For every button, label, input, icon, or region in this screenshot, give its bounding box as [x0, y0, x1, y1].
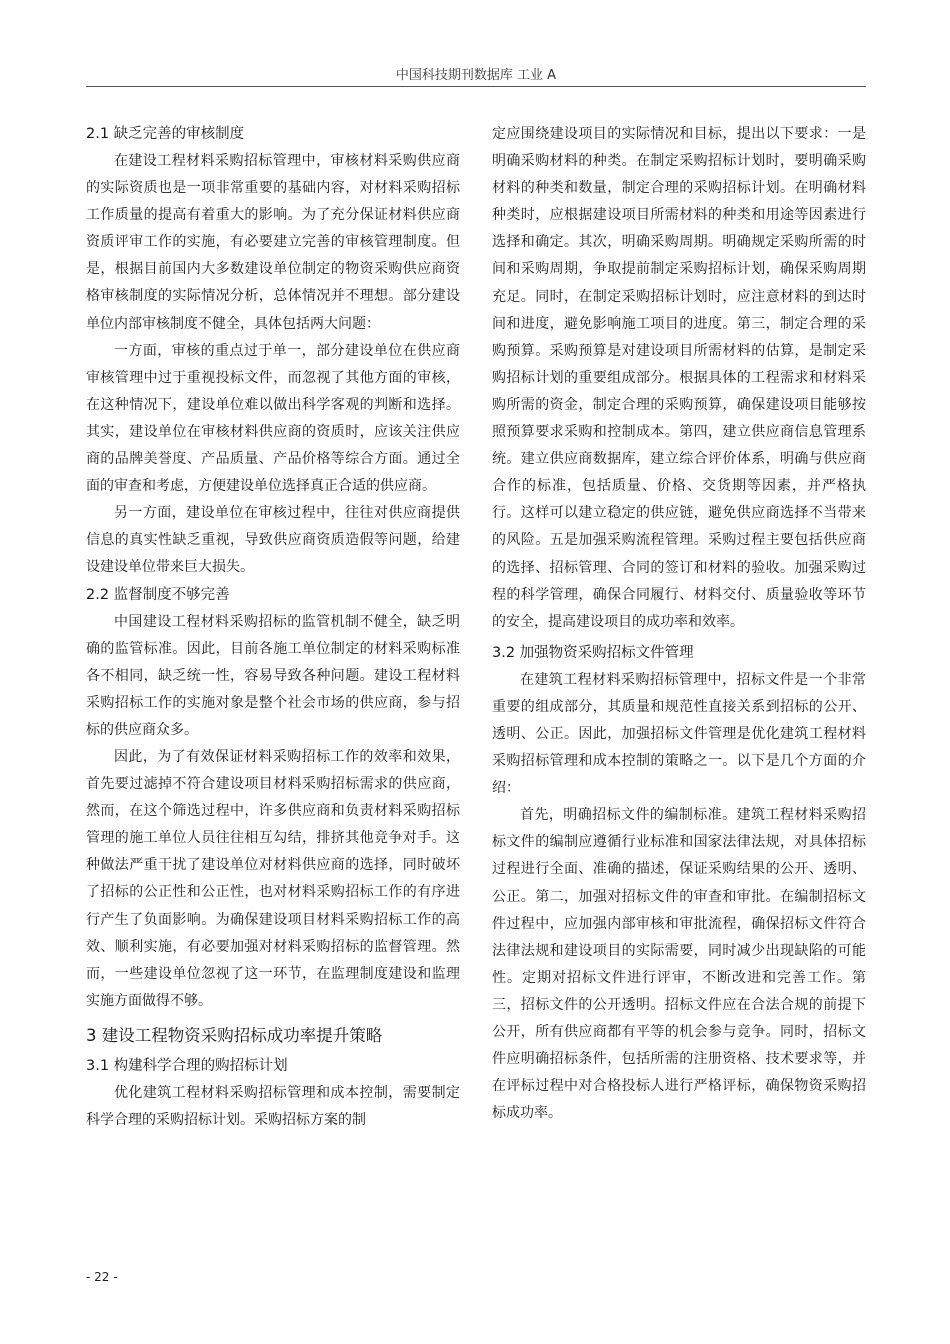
page-number: - 22 -: [86, 1270, 118, 1284]
section-2-2-heading: 2.2 监督制度不够完善: [86, 586, 230, 603]
left-column: [86, 121, 460, 1134]
section-3-1-paragraph-1-start: 优化建筑工程材料采购招标管理和成本控制，需要制定科学合理的采购招标计划。采购招标方案的制: [86, 1084, 460, 1128]
section-3-2-paragraph-2: 首先，明确招标文件的编制标准。建筑工程材料采购招标文件的编制应遵循行业标准和国家法律法规，对具体招标过程进行全面、准确的描述，保证采购结果的公开、透明、公正。第二，加强对招标文件的审查和审批。在编制招标文件过程中，应加强内部审核和审批流程，确保招标文件符合法律法规和建设项目的实际需要，同时减少出现缺陷的可能性。定期对招标文件进行评审，不断改进和完善工作。第三，招标文件的公开透明。招标文件应在合法合规的前提下公开，所有供应商都有平等的机会参与竞争。同时，招标文件应明确招标条件，包括所需的注册资格、技术要求等，并在评标过程中对合格投标人进行严格评标，确保物资采购招标成功率。: [492, 807, 866, 1122]
section-3-1-paragraph-1-continued: 定应围绕建设项目的实际情况和目标，提出以下要求：一是明确采购材料的种类。在制定采购招标计划时，要明确采购材料的种类和数量，制定合理的采购招标计划。在明确材料种类时，应根据建设项目所需材料的种类和用途等因素进行选择和确定。其次，明确采购周期。明确规定采购所需的时间和采购周期，争取提前制定采购招标计划，确保采购周期充足。同时，在制定采购招标计划时，应注意材料的到达时间和进度，避免影响施工项目的进度。第三，制定合理的采购预算。采购预算是对建设项目所需材料的估算，是制定采购招标计划的重要组成部分。根据具体的工程需求和材料采购所需的资金，制定合理的采购预算，确保建设项目能够按照预算要求采购和控制成本。第四，建立供应商信息管理系统。建立供应商数据库，建立综合评价体系，明确与供应商合作的标准，包括质量、价格、交货期等因素，并严格执行。这样可以建立稳定的供应链，避免供应商选择不当带来的风险。五是加强采购流程管理。采购过程主要包括供应商的选择、招标管理、合同的签订和材料的验收。加强采购过程的科学管理，确保合同履行、材料交付、质量验收等环节的安全，提高建设项目的成功率和效率。: [492, 126, 866, 630]
section-2-1-heading: 2.1 缺乏完善的审核制度: [86, 126, 245, 142]
header-divider: [86, 86, 866, 87]
section-3-heading: 3 建设工程物资采购招标成功率提升策略: [86, 1025, 383, 1045]
right-column: [492, 121, 866, 1127]
section-2-1-paragraph-2: 一方面，审核的重点过于单一，部分建设单位在供应商审核管理中过于重视投标文件，而忽视了其他方面的审核，在这种情况下，建设单位难以做出科学客观的判断和选择。其实，建设单位在审核材料供应商的资质时，应该关注供应商的品牌美誉度、产品质量、产品价格等综合方面。通过全面的审查和考虑，方便建设单位选择真正合适的供应商。: [86, 342, 460, 495]
section-3-2-heading: 3.2 加强物资采购招标文件管理: [492, 644, 694, 661]
section-3-1-heading: 3.1 构建科学合理的购招标计划: [86, 1057, 288, 1074]
section-2-1-paragraph-3: 另一方面，建设单位在审核过程中，往往对供应商提供信息的真实性缺乏重视，导致供应商资质造假等问题，给建设建设单位带来巨大损失。: [86, 505, 460, 576]
section-3-2-paragraph-1: 在建筑工程材料采购招标管理中，招标文件是一个非常重要的组成部分，其质量和规范性直接关系到招标的公开、透明、公正。因此，加强招标文件管理是优化建筑工程材料采购招标管理和成本控制的策略之一。以下是几个方面的介绍：: [492, 671, 866, 797]
section-2-2-paragraph-1: 中国建设工程材料采购招标的监管机制不健全，缺乏明确的监管标准。因此，目前各施工单位制定的材料采购标准各不相同，缺乏统一性，容易导致各种问题。建设工程材料采购招标工作的实施对象是整个社会市场的供应商，参与招标的供应商众多。: [86, 613, 460, 738]
journal-header: 中国科技期刊数据库 工业 A: [395, 68, 557, 83]
section-2-1-paragraph-1: 在建设工程材料采购招标管理中，审核材料采购供应商的实际资质也是一项非常重要的基础内容，对材料采购招标工作质量的提高有着重大的影响。为了充分保证材料供应商资质评审工作的实施，有必要建立完善的审核管理制度。但是，根据目前国内大多数建设单位制定的物资采购供应商资格审核制度的实际情况分析，总体情况并不理想。部分建设单位内部审核制度不健全，具体包括两大问题：: [86, 153, 460, 332]
section-2-2-paragraph-2: 因此，为了有效保证材料采购招标工作的效率和效果，首先要过滤掉不符合建设项目材料采购招标需求的供应商，然而，在这个筛选过程中，许多供应商和负责材料采购招标管理的施工单位人员往往相互勾结，排挤其他竞争对手。这种做法严重干扰了建设单位对材料供应商的选择，同时破坏了招标的公正性和公正性，也对材料采购招标工作的有序进行产生了负面影响。为确保建设项目材料采购招标工作的高效、顺利实施，有必要加强对材料采购招标的监督管理。然而，一些建设单位忽视了这一环节，在监理制度建设和监理实施方面做得不够。: [86, 748, 460, 1009]
